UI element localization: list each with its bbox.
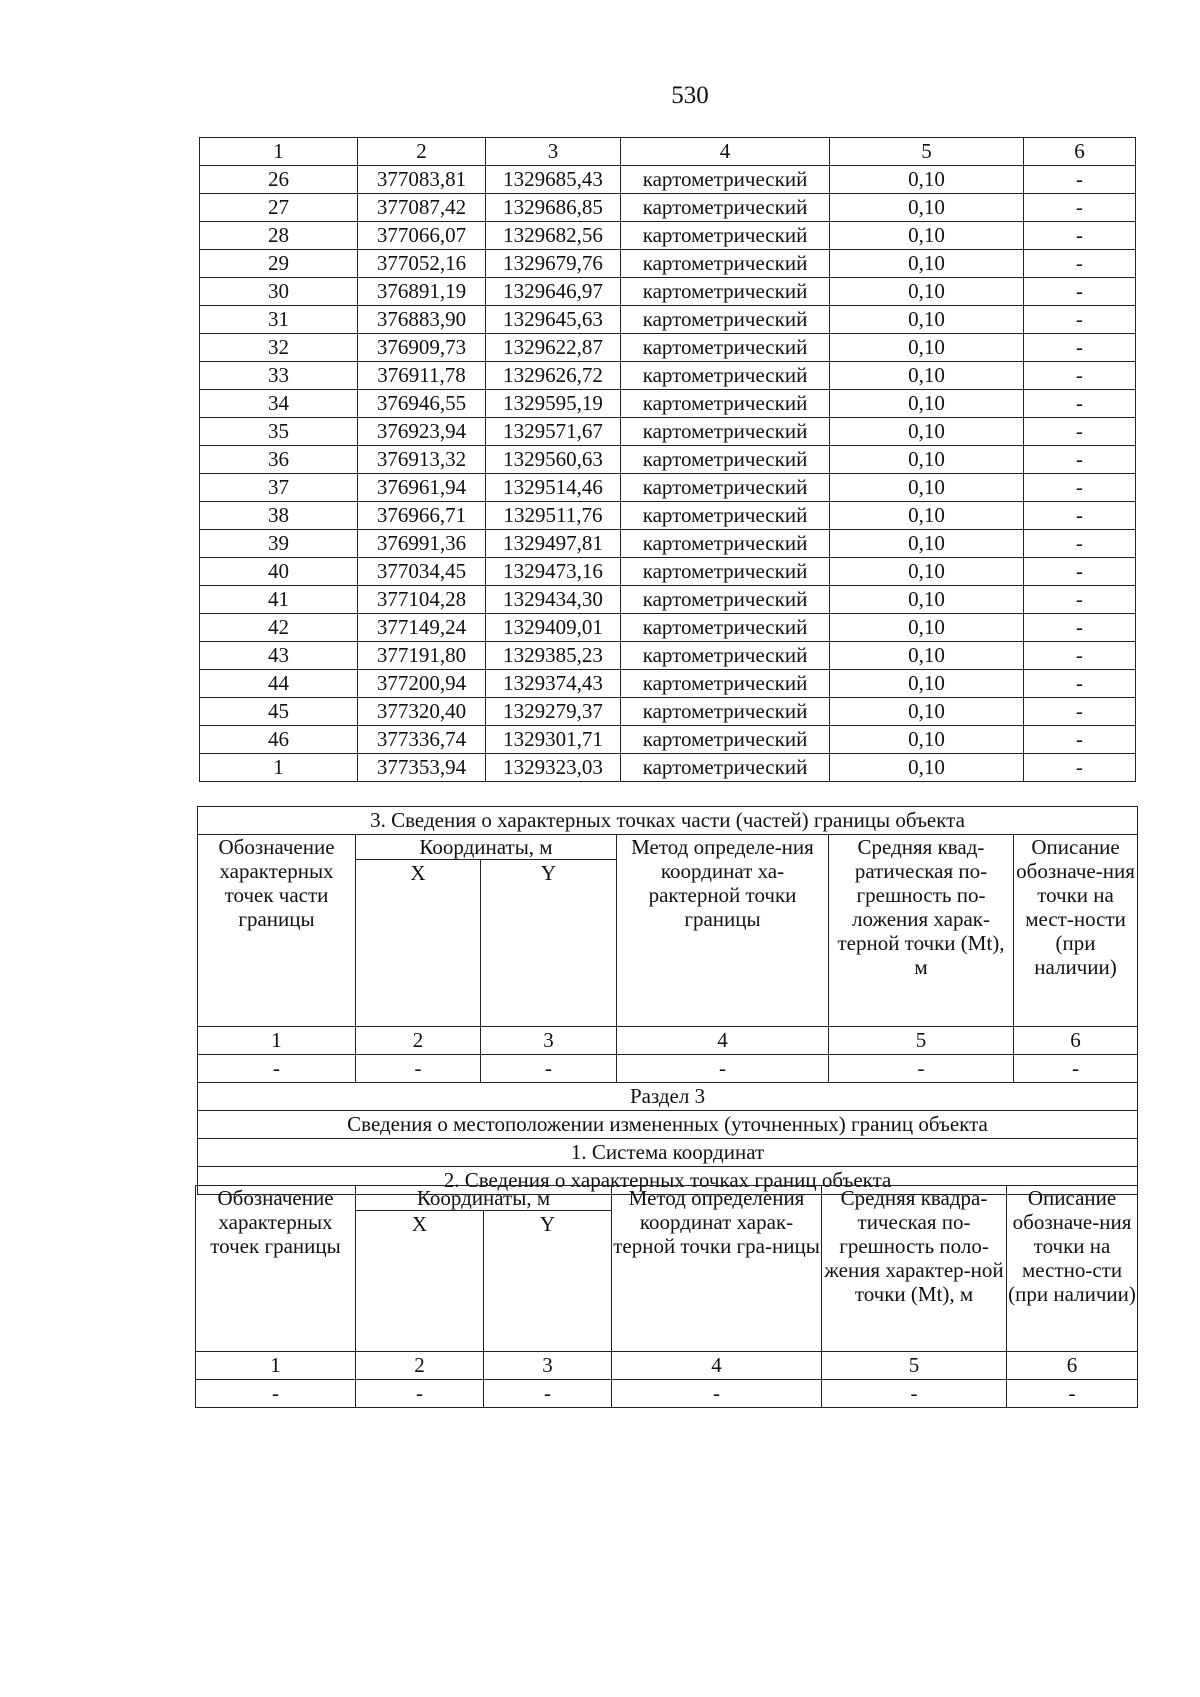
table-cell: - (1024, 614, 1136, 642)
table-cell: картометрический (621, 362, 830, 390)
point-designation-header: Обозначение характерных точек части границы (198, 835, 356, 1027)
table-cell: - (1024, 250, 1136, 278)
column-number-row (196, 1352, 1138, 1380)
table-cell: - (1024, 222, 1136, 250)
table-cell: 377320,40 (358, 698, 486, 726)
table-row (200, 586, 1136, 614)
table-cell: 377066,07 (358, 222, 486, 250)
table-cell: 0,10 (830, 222, 1024, 250)
table-cell: - (822, 1380, 1007, 1408)
table-cell: 376883,90 (358, 306, 486, 334)
table-cell: - (1024, 334, 1136, 362)
table-cell: 40 (200, 558, 358, 586)
table-cell: 377034,45 (358, 558, 486, 586)
table-cell: картометрический (621, 250, 830, 278)
column-number: 6 (1024, 138, 1136, 166)
part-boundary-table (197, 806, 1138, 1195)
section-heading: Раздел 3 (198, 1083, 1138, 1111)
column-number: 5 (829, 1027, 1014, 1055)
table-cell: - (196, 1380, 356, 1408)
table-cell: картометрический (621, 614, 830, 642)
table-cell: - (1024, 558, 1136, 586)
table-cell: 376923,94 (358, 418, 486, 446)
table-cell: 377083,81 (358, 166, 486, 194)
table-cell: картометрический (621, 418, 830, 446)
table-cell: 38 (200, 502, 358, 530)
table-cell: картометрический (621, 474, 830, 502)
table-cell: картометрический (621, 306, 830, 334)
table-cell: - (1024, 698, 1136, 726)
table-cell: 1329622,87 (486, 334, 621, 362)
table-row (200, 502, 1136, 530)
table-cell: 1329646,97 (486, 278, 621, 306)
column-number: 3 (486, 138, 621, 166)
column-number: 4 (621, 138, 830, 166)
table-cell: 376991,36 (358, 530, 486, 558)
table-cell: 28 (200, 222, 358, 250)
table-cell: 29 (200, 250, 358, 278)
table-cell: 0,10 (830, 362, 1024, 390)
table-row (200, 250, 1136, 278)
table-cell: 36 (200, 446, 358, 474)
table-cell: 0,10 (830, 390, 1024, 418)
error-header: Средняя квад-ратическая по-грешность по-ложения харак-терной точки (Mt), м (829, 835, 1014, 1027)
table-cell: 1329560,63 (486, 446, 621, 474)
table-cell: 1329301,71 (486, 726, 621, 754)
column-number-row (198, 1027, 1138, 1055)
table-cell: 376911,78 (358, 362, 486, 390)
section-title-row (198, 1083, 1138, 1111)
table-cell: 27 (200, 194, 358, 222)
table-cell: 377200,94 (358, 670, 486, 698)
points-section-title: 2. Сведения о характерных точках границ объекта (198, 1167, 1138, 1195)
table-row (196, 1380, 1138, 1408)
table-cell: 377104,28 (358, 586, 486, 614)
table-cell: 0,10 (830, 670, 1024, 698)
section-title: 3. Сведения о характерных точках части (частей) границы объекта (198, 807, 1138, 835)
table-row (200, 642, 1136, 670)
table-cell: - (481, 1055, 617, 1083)
table-cell: 1329279,37 (486, 698, 621, 726)
table-cell: 1329645,63 (486, 306, 621, 334)
table-cell: 46 (200, 726, 358, 754)
y-header: Y (484, 1211, 612, 1352)
table-cell: картометрический (621, 642, 830, 670)
table-row (200, 306, 1136, 334)
table-cell: 0,10 (830, 194, 1024, 222)
table-cell: 0,10 (830, 502, 1024, 530)
table-cell: 35 (200, 418, 358, 446)
table-cell: 31 (200, 306, 358, 334)
table-cell: 44 (200, 670, 358, 698)
table-cell: 1329682,56 (486, 222, 621, 250)
table-cell: 1329385,23 (486, 642, 621, 670)
table-cell: - (1024, 642, 1136, 670)
column-number: 4 (617, 1027, 829, 1055)
table-cell: 0,10 (830, 586, 1024, 614)
table-cell: картометрический (621, 194, 830, 222)
table-cell: 0,10 (830, 726, 1024, 754)
point-designation-header: Обозначение характерных точек границы (196, 1186, 356, 1352)
method-header: Метод определения координат харак-терной точки гра-ницы (612, 1186, 822, 1352)
table-cell: картометрический (621, 446, 830, 474)
table-row (200, 614, 1136, 642)
table-cell: - (1024, 306, 1136, 334)
table-row (200, 278, 1136, 306)
table-row (200, 334, 1136, 362)
table-cell: 42 (200, 614, 358, 642)
table-cell: 26 (200, 166, 358, 194)
column-number: 3 (484, 1352, 612, 1380)
table-cell: картометрический (621, 670, 830, 698)
table-cell: - (1007, 1380, 1138, 1408)
table-row (200, 362, 1136, 390)
y-header: Y (481, 860, 617, 1027)
boundary-points-body (200, 138, 1136, 782)
table-cell: картометрический (621, 754, 830, 782)
table-cell: 377336,74 (358, 726, 486, 754)
table-cell: 376961,94 (358, 474, 486, 502)
table-cell: - (1024, 446, 1136, 474)
table-header-row (198, 835, 1138, 860)
table-cell: 1 (200, 754, 358, 782)
table-cell: - (1024, 166, 1136, 194)
table-cell: - (484, 1380, 612, 1408)
error-header: Средняя квадра-тическая по-грешность поло-жения характер-ной точки (Mt), м (822, 1186, 1007, 1352)
table-cell: 1329514,46 (486, 474, 621, 502)
table-cell: - (1024, 726, 1136, 754)
table-cell: 376913,32 (358, 446, 486, 474)
table-cell: 1329511,76 (486, 502, 621, 530)
table-cell: - (1024, 474, 1136, 502)
table-row (200, 670, 1136, 698)
table-cell: - (1024, 390, 1136, 418)
table-cell: - (198, 1055, 356, 1083)
table-cell: - (1024, 502, 1136, 530)
page-number: 530 (671, 82, 709, 109)
column-number: 5 (830, 138, 1024, 166)
table-cell: - (356, 1380, 484, 1408)
table-cell: 0,10 (830, 754, 1024, 782)
table-cell: 376946,55 (358, 390, 486, 418)
table-cell: 41 (200, 586, 358, 614)
table-cell: 376909,73 (358, 334, 486, 362)
boundary-points-table (199, 137, 1136, 782)
column-number: 2 (356, 1027, 481, 1055)
table-cell: 0,10 (830, 250, 1024, 278)
table-cell: 34 (200, 390, 358, 418)
coordinates-header: Координаты, м (356, 835, 617, 860)
table-cell: - (1024, 670, 1136, 698)
table-cell: 0,10 (830, 614, 1024, 642)
table-cell: 377052,16 (358, 250, 486, 278)
column-number: 4 (612, 1352, 822, 1380)
table-cell: картометрический (621, 334, 830, 362)
coordinates-header: Координаты, м (356, 1186, 612, 1211)
table-cell: 0,10 (830, 642, 1024, 670)
table-cell: - (1024, 362, 1136, 390)
table-cell: картометрический (621, 278, 830, 306)
table-row (200, 474, 1136, 502)
table-row (200, 166, 1136, 194)
table-cell: 1329473,16 (486, 558, 621, 586)
table-cell: картометрический (621, 502, 830, 530)
column-number: 1 (198, 1027, 356, 1055)
table-cell: 1329686,85 (486, 194, 621, 222)
table-row (200, 726, 1136, 754)
table-cell: - (617, 1055, 829, 1083)
table-cell: 1329497,81 (486, 530, 621, 558)
section-title-row (198, 1111, 1138, 1139)
description-header: Описание обозначе-ния точки на мест-ности (при наличии) (1014, 835, 1138, 1027)
column-number: 2 (356, 1352, 484, 1380)
table-cell: 376891,19 (358, 278, 486, 306)
table-cell: 0,10 (830, 558, 1024, 586)
table-cell: 33 (200, 362, 358, 390)
column-number: 1 (200, 138, 358, 166)
table-cell: - (829, 1055, 1014, 1083)
column-number: 6 (1014, 1027, 1138, 1055)
table-cell: 30 (200, 278, 358, 306)
table-row (200, 698, 1136, 726)
table-cell: 0,10 (830, 418, 1024, 446)
table-row (200, 558, 1136, 586)
table-cell: - (1014, 1055, 1138, 1083)
table-cell: 1329685,43 (486, 166, 621, 194)
table-cell: картометрический (621, 530, 830, 558)
table-cell: 1329595,19 (486, 390, 621, 418)
table-cell: картометрический (621, 390, 830, 418)
table-cell: 1329409,01 (486, 614, 621, 642)
table-cell: 377149,24 (358, 614, 486, 642)
table-row (200, 754, 1136, 782)
table-cell: 1329434,30 (486, 586, 621, 614)
table-row (200, 530, 1136, 558)
table-header-row (196, 1186, 1138, 1211)
table-row (200, 194, 1136, 222)
table-cell: - (1024, 530, 1136, 558)
method-header: Метод определе-ния координат ха-рактерной точки границы (617, 835, 829, 1027)
table-cell: 1329679,76 (486, 250, 621, 278)
table-cell: 0,10 (830, 698, 1024, 726)
section-title-row (198, 807, 1138, 835)
table-cell: 0,10 (830, 278, 1024, 306)
table-cell: 1329374,43 (486, 670, 621, 698)
table-cell: - (356, 1055, 481, 1083)
section-subtitle: Сведения о местоположении измененных (уточненных) границ объекта (198, 1111, 1138, 1139)
table-cell: 377191,80 (358, 642, 486, 670)
column-number: 1 (196, 1352, 356, 1380)
table-row (200, 446, 1136, 474)
table-cell: 1329571,67 (486, 418, 621, 446)
table-cell: картометрический (621, 558, 830, 586)
table-cell: - (612, 1380, 822, 1408)
table-row (200, 390, 1136, 418)
table-row (198, 1055, 1138, 1083)
section-title-row (198, 1139, 1138, 1167)
column-number: 3 (481, 1027, 617, 1055)
table-cell: картометрический (621, 698, 830, 726)
x-header: X (356, 860, 481, 1027)
table-cell: 377087,42 (358, 194, 486, 222)
table-row (200, 222, 1136, 250)
table-cell: - (1024, 586, 1136, 614)
table-cell: 0,10 (830, 166, 1024, 194)
table-cell: картометрический (621, 726, 830, 754)
table-cell: 39 (200, 530, 358, 558)
table-cell: 0,10 (830, 474, 1024, 502)
table-cell: 0,10 (830, 446, 1024, 474)
table-row (200, 418, 1136, 446)
table-cell: 376966,71 (358, 502, 486, 530)
coordinate-system-title: 1. Система координат (198, 1139, 1138, 1167)
table-cell: картометрический (621, 166, 830, 194)
table-cell: 377353,94 (358, 754, 486, 782)
table-cell: 0,10 (830, 334, 1024, 362)
table-cell: - (1024, 194, 1136, 222)
table-cell: 1329626,72 (486, 362, 621, 390)
column-number: 5 (822, 1352, 1007, 1380)
table-cell: - (1024, 278, 1136, 306)
table-cell: 45 (200, 698, 358, 726)
table-cell: картометрический (621, 222, 830, 250)
table-cell: 32 (200, 334, 358, 362)
x-header: X (356, 1211, 484, 1352)
table-cell: 0,10 (830, 306, 1024, 334)
changed-boundary-table (195, 1185, 1138, 1408)
table-cell: 37 (200, 474, 358, 502)
table-cell: 1329323,03 (486, 754, 621, 782)
column-number-row (200, 138, 1136, 166)
table-cell: - (1024, 754, 1136, 782)
description-header: Описание обозначе-ния точки на местно-сти (при наличии) (1007, 1186, 1138, 1352)
table-cell: - (1024, 418, 1136, 446)
column-number: 2 (358, 138, 486, 166)
table-cell: картометрический (621, 586, 830, 614)
table-cell: 0,10 (830, 530, 1024, 558)
column-number: 6 (1007, 1352, 1138, 1380)
table-cell: 43 (200, 642, 358, 670)
